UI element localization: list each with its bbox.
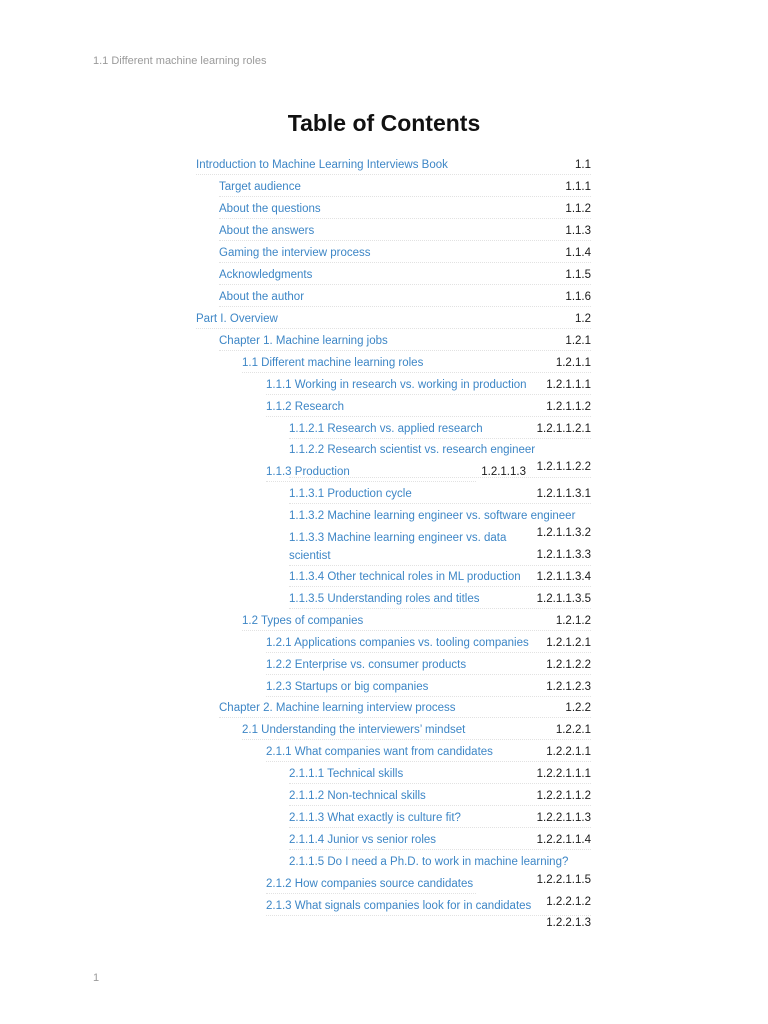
toc-divider <box>196 328 591 329</box>
toc-divider <box>219 240 591 241</box>
toc-entry-link[interactable] <box>289 809 461 827</box>
toc-divider <box>242 739 591 740</box>
page-title: Table of Contents <box>287 110 481 136</box>
toc-entry-number: 1.2.1.2 <box>555 615 591 627</box>
toc-entry-label: 2.1.1 What companies want from candidates <box>266 746 493 758</box>
toc-entry-link[interactable] <box>289 420 483 438</box>
toc-entry-label: About the questions <box>219 203 321 215</box>
toc-entry-number: 1.1.5 <box>565 269 591 281</box>
toc-entry-number: 1.2.1.1.2.1 <box>536 423 591 435</box>
toc-entry-label: 1.1.3.1 Production cycle <box>289 488 412 500</box>
toc-entry-link[interactable] <box>289 485 412 503</box>
toc-entry-link[interactable] <box>266 743 493 761</box>
toc-entry-link[interactable] <box>219 699 456 717</box>
toc-divider <box>289 565 591 566</box>
toc-entry-link[interactable] <box>266 463 350 481</box>
toc-divider <box>289 827 591 828</box>
toc-entry-label: 1.1.3.2 Machine learning engineer vs. software engineer <box>289 510 576 522</box>
toc-entry-number: 1.1.6 <box>565 291 591 303</box>
toc-entry-number: 1.2.1.1.3.5 <box>536 593 591 605</box>
toc-entry-number: 1.1.4 <box>565 247 591 259</box>
toc-entry-link[interactable] <box>289 853 568 871</box>
toc-entry-label: About the answers <box>219 225 315 237</box>
toc-entry-label: 2.1.2 How companies source candidates <box>266 878 474 890</box>
toc-entry-label: 1.1.2.2 Research scientist vs. research engineer <box>289 444 536 456</box>
toc-entry-link[interactable] <box>219 244 370 262</box>
toc-entry-label: 2.1.1.2 Non-technical skills <box>289 790 426 802</box>
toc-entry-number: 1.2.2.1.1.3 <box>536 812 591 824</box>
toc-entry-link[interactable] <box>242 354 423 372</box>
toc-entry-number: 1.2.1 <box>565 335 591 347</box>
toc-entry-link[interactable] <box>219 266 312 284</box>
toc-entry-label: 1.1.1 Working in research vs. working in production <box>266 379 527 391</box>
toc-divider <box>219 196 591 197</box>
toc-divider <box>219 284 591 285</box>
toc-divider <box>289 438 591 439</box>
toc-entry-number: 1.2.1.1.1 <box>546 379 591 391</box>
page-number: 1 <box>93 972 100 984</box>
toc-divider <box>289 503 591 504</box>
toc-entry-link[interactable] <box>266 875 473 893</box>
toc-entry-link[interactable] <box>219 222 314 240</box>
toc-entry-label: 1.1.3.3 Machine learning engineer vs. data <box>289 532 507 544</box>
toc-entry-link[interactable] <box>266 376 527 394</box>
toc-divider <box>242 372 591 373</box>
toc-entry-number: 1.2.1.1.3.3 <box>536 549 591 561</box>
toc-entry-label: 1.2.3 Startups or big companies <box>266 681 429 693</box>
toc-divider <box>242 630 591 631</box>
toc-divider <box>219 717 591 718</box>
toc-entry-label: 2.1.1.4 Junior vs senior roles <box>289 834 437 846</box>
toc-divider <box>266 893 476 894</box>
toc-entry-label: 1.1.2.1 Research vs. applied research <box>289 423 483 435</box>
toc-entry-number: 1.2.1.2.1 <box>546 637 591 649</box>
toc-divider <box>266 696 591 697</box>
toc-entry-number: 1.2.2.1.2 <box>546 896 591 908</box>
toc-entry-link[interactable] <box>266 656 466 674</box>
toc-entry-link[interactable] <box>289 831 436 849</box>
toc-entry-label: 1.1 Different machine learning roles <box>242 357 424 369</box>
toc-entry-number: 1.1.2 <box>565 203 591 215</box>
toc-entry-link[interactable] <box>219 332 388 350</box>
toc-entry-label: 1.1.3.5 Understanding roles and titles <box>289 593 480 605</box>
toc-entry-number: 1.2.2.1.1 <box>546 746 591 758</box>
toc-entry-number: 1.1 <box>575 159 591 171</box>
toc-entry-label: Chapter 2. Machine learning interview process <box>219 702 456 714</box>
toc-entry-label: 1.2.2 Enterprise vs. consumer products <box>266 659 467 671</box>
toc-entry-label: 2.1.1.5 Do I need a Ph.D. to work in machine learning? <box>289 856 569 868</box>
toc-divider <box>266 481 476 482</box>
toc-entry-label: 2.1.3 What signals companies look for in candidates <box>266 900 532 912</box>
toc-entry-number: 1.2.2.1.1.5 <box>536 874 591 886</box>
toc-entry-label-continuation: scientist <box>289 550 331 562</box>
toc-entry-link[interactable] <box>242 721 465 739</box>
toc-entry-number: 1.2.1.1 <box>555 357 591 369</box>
toc-entry-number: 1.2.1.2.3 <box>546 681 591 693</box>
toc-entry-number: 1.2.1.2.2 <box>546 659 591 671</box>
toc-divider <box>289 849 591 850</box>
toc-entry-label: 2.1.1.3 What exactly is culture fit? <box>289 812 461 824</box>
toc-divider <box>266 915 591 916</box>
toc-entry-number: 1.2.1.1.3.2 <box>536 527 591 539</box>
toc-entry-number: 1.2.2.1 <box>555 724 591 736</box>
toc-entry-number: 1.2.2.1.3 <box>546 917 591 929</box>
toc-entry-label: 1.1.3.4 Other technical roles in ML production <box>289 571 521 583</box>
toc-divider <box>196 174 591 175</box>
toc-entry-link[interactable] <box>196 310 278 328</box>
running-header: 1.1 Different machine learning roles <box>93 55 267 67</box>
toc-entry-number: 1.1.1 <box>565 181 591 193</box>
toc-divider <box>266 674 591 675</box>
toc-entry-link[interactable] <box>266 678 428 696</box>
toc-divider <box>266 652 591 653</box>
toc-entry-label: Chapter 1. Machine learning jobs <box>219 335 388 347</box>
toc-entry-link[interactable] <box>219 178 301 196</box>
toc-entry-link[interactable] <box>266 398 344 416</box>
toc-entry-number: 1.2.1.1.3.1 <box>536 488 591 500</box>
toc-divider <box>219 306 591 307</box>
toc-entry-label: 1.1.3 Production <box>266 466 350 478</box>
toc-entry-link[interactable] <box>196 156 448 174</box>
toc-entry-link[interactable] <box>289 529 506 565</box>
toc-entry-link[interactable] <box>289 568 521 586</box>
toc-entry-label: 1.1.2 Research <box>266 401 344 413</box>
toc-divider <box>219 262 591 263</box>
toc-divider <box>219 350 591 351</box>
toc-entry-link[interactable] <box>266 634 529 652</box>
toc-entry-number: 1.2.2.1.1.2 <box>536 790 591 802</box>
toc-entry-number: 1.2.1.1.3 <box>481 466 526 478</box>
toc-divider <box>289 805 591 806</box>
toc-entry-number: 1.2.2.1.1.1 <box>536 768 591 780</box>
toc-entry-label: Gaming the interview process <box>219 247 371 259</box>
toc-entry-link[interactable] <box>289 590 480 608</box>
toc-entry-link[interactable] <box>289 441 535 459</box>
toc-entry-number: 1.2.1.1.3.4 <box>536 571 591 583</box>
toc-divider <box>289 608 591 609</box>
toc-divider <box>266 394 591 395</box>
toc-entry-label: 1.2.1 Applications companies vs. tooling companies <box>266 637 529 649</box>
toc-entry-label: Target audience <box>219 181 301 193</box>
toc-entry-link[interactable] <box>289 507 575 525</box>
toc-entry-label: Acknowledgments <box>219 269 313 281</box>
toc-entry-label: Part I. Overview <box>196 313 278 325</box>
toc-entry-number: 1.2.1.1.2.2 <box>536 461 591 473</box>
toc-entry-number: 1.1.3 <box>565 225 591 237</box>
toc-entry-label: Introduction to Machine Learning Interviews Book <box>196 159 448 171</box>
toc-divider <box>266 416 591 417</box>
toc-entry-link[interactable] <box>266 897 531 915</box>
toc-entry-number: 1.2.1.1.2 <box>546 401 591 413</box>
toc-entry-label: 1.2 Types of companies <box>242 615 364 627</box>
toc-entry-link[interactable] <box>289 765 403 783</box>
toc-entry-label: 2.1.1.1 Technical skills <box>289 768 404 780</box>
toc-entry-link[interactable] <box>219 288 304 306</box>
toc-entry-link[interactable] <box>289 787 426 805</box>
toc-divider <box>219 218 591 219</box>
toc-entry-number: 1.2 <box>575 313 591 325</box>
toc-entry-number: 1.2.2.1.1.4 <box>536 834 591 846</box>
toc-entry-link[interactable] <box>219 200 321 218</box>
toc-entry-number: 1.2.2 <box>565 702 591 714</box>
toc-entry-label: 2.1 Understanding the interviewers’ mindset <box>242 724 466 736</box>
toc-divider <box>289 586 591 587</box>
toc-entry-label: About the author <box>219 291 305 303</box>
toc-divider <box>289 783 591 784</box>
toc-entry-link[interactable] <box>242 612 363 630</box>
toc-divider <box>266 761 591 762</box>
